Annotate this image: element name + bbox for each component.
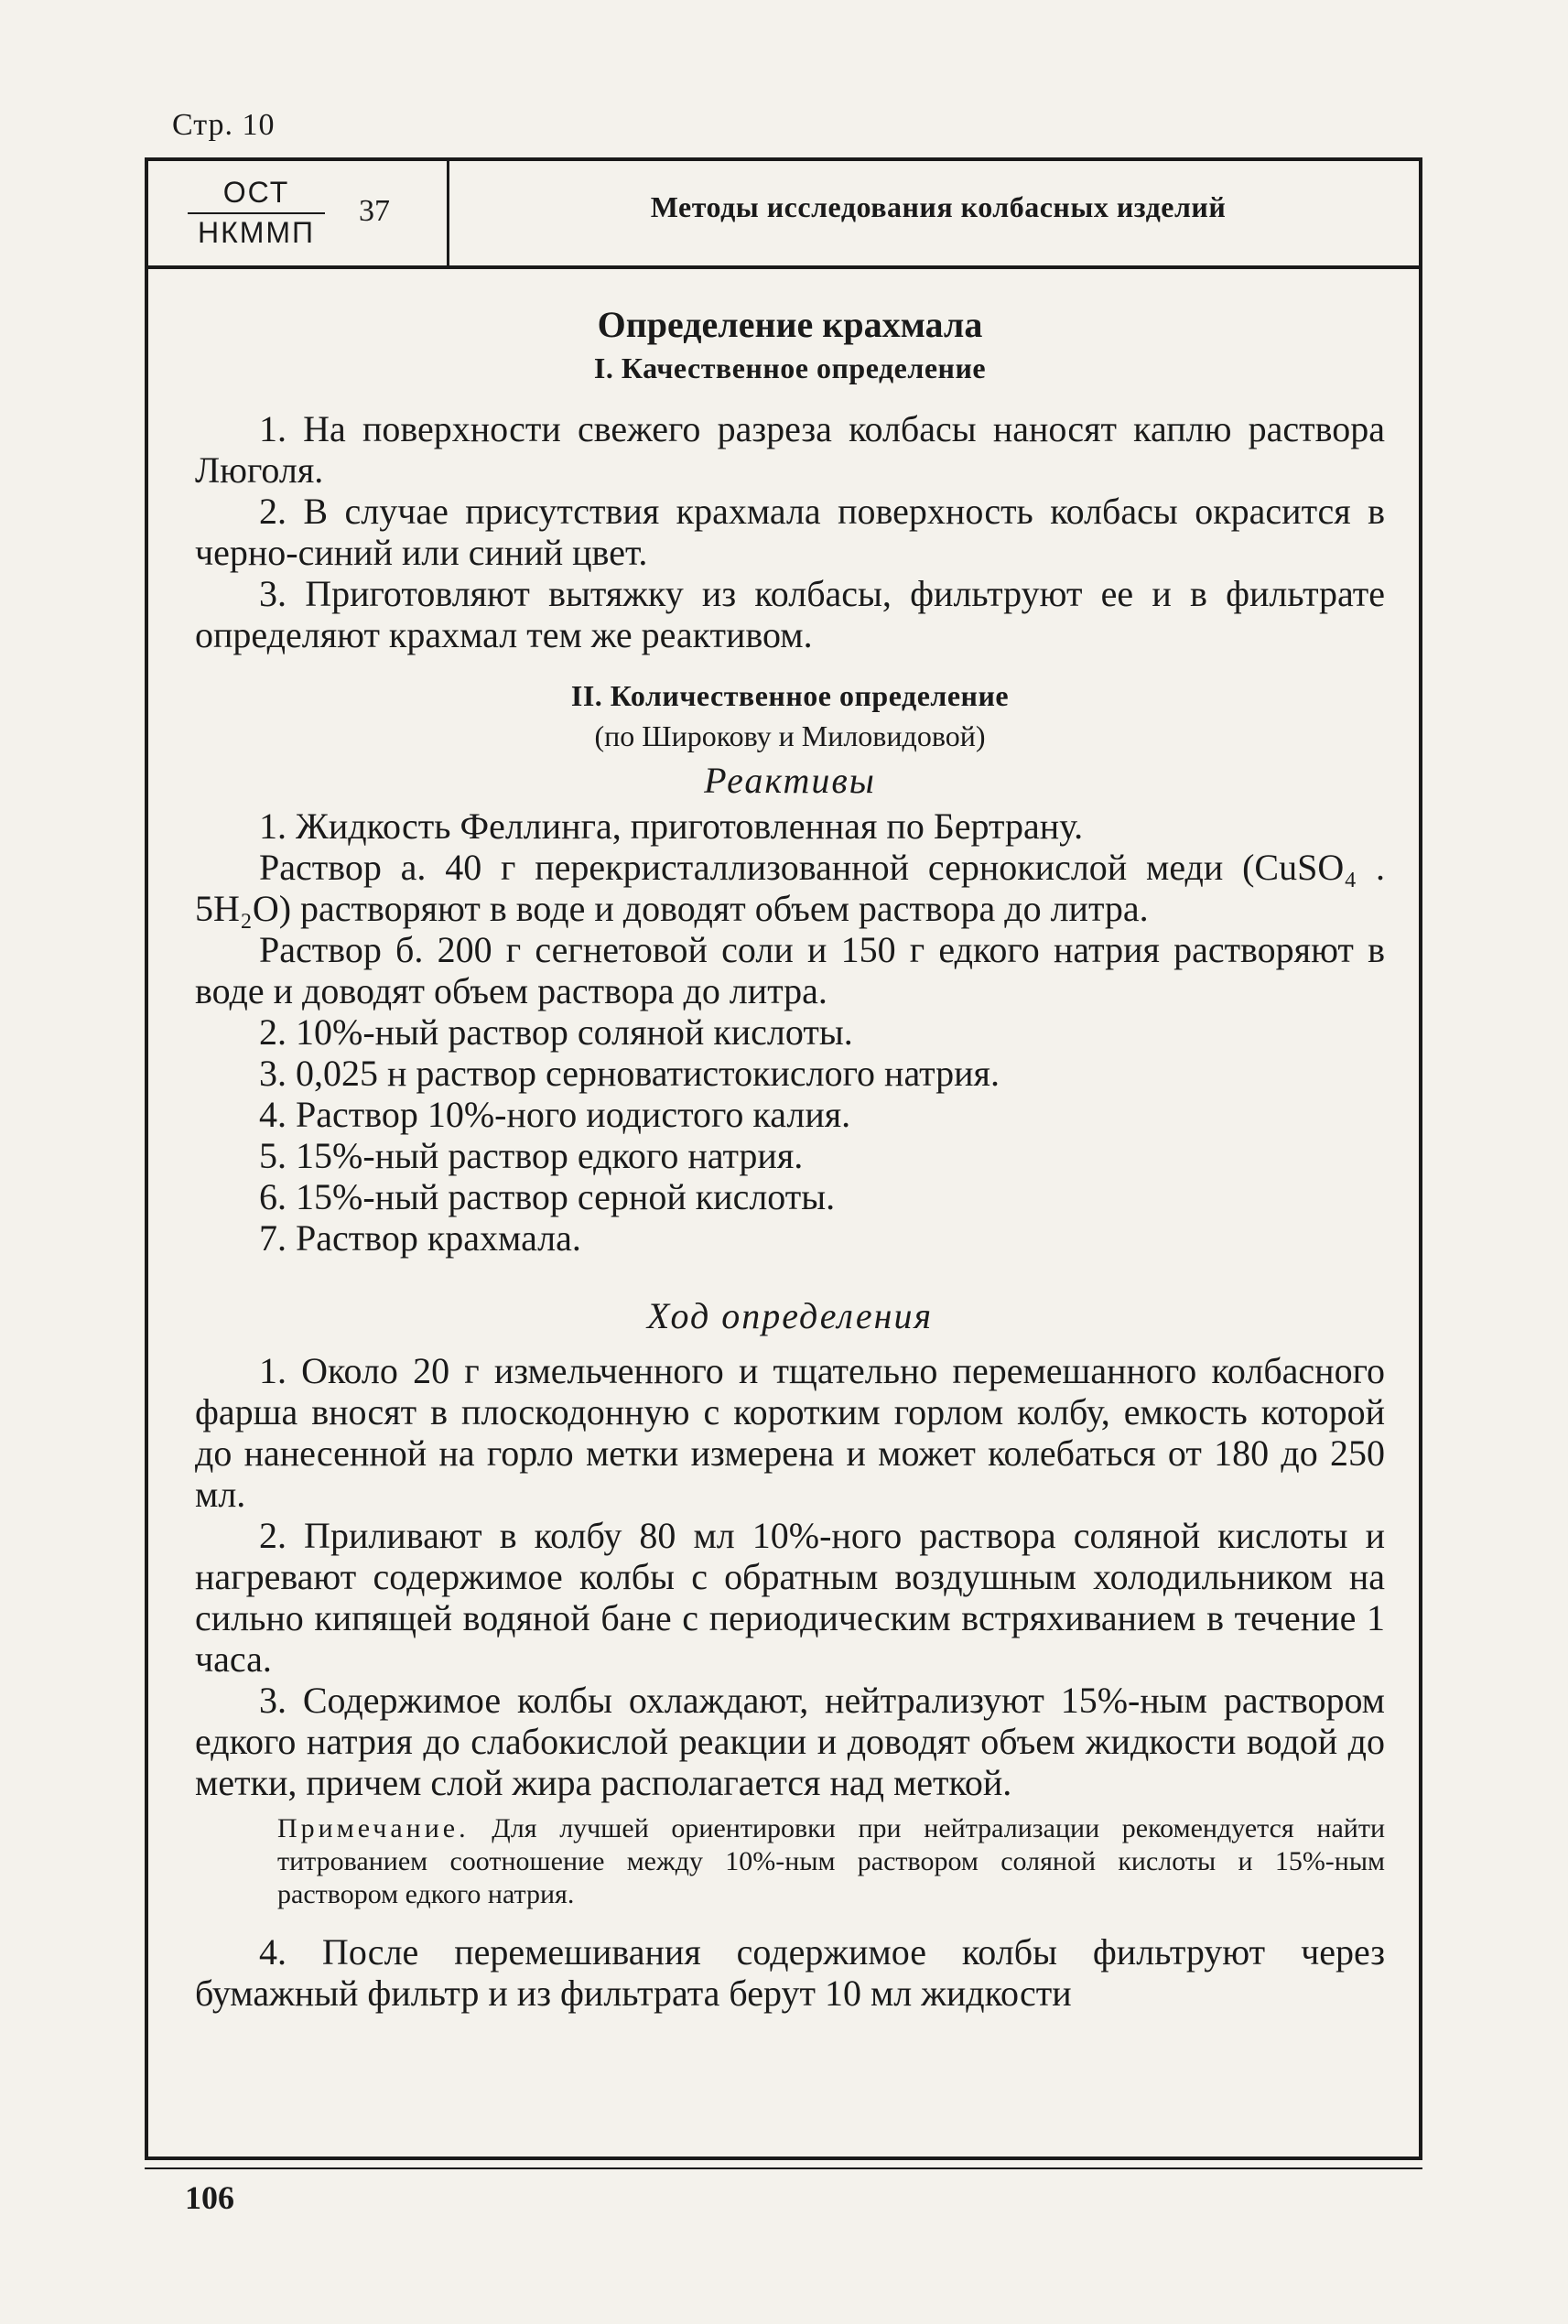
procedure-title: Ход определения (646, 1295, 934, 1336)
reagents-list (195, 805, 1385, 1259)
reagent-item: 5. 15%-ный раствор едкого натрия. (259, 1135, 804, 1176)
page-label: Стр. 10 (172, 108, 276, 142)
section-title: Определение крахмала (597, 304, 983, 345)
standard-code-bottom: НКММП (197, 216, 316, 249)
qual-item-2: 2. В случае присутствия крахмала поверхность колбасы окрасится в черно-синий или синий цвет. (195, 491, 1385, 573)
reagent-item: 6. 15%-ный раствор серной кислоты. (259, 1176, 836, 1217)
qualitative-title: I. Качественное определение (593, 351, 987, 384)
reagent-item: 4. Раствор 10%-ного иодистого калия. (259, 1094, 851, 1135)
document-body (195, 302, 1385, 2014)
frame-top-rule (145, 157, 1422, 161)
reagent-item: 7. Раствор крахмала. (259, 1217, 581, 1259)
header-rule (145, 265, 1422, 269)
header-divider (447, 159, 449, 265)
quantitative-subtitle: (по Широкову и Миловидовой) (594, 719, 986, 752)
reagents-title: Реактивы (704, 760, 876, 801)
reagent-item: 1. Жидкость Феллинга, приготовленная по Бертрану. (259, 805, 1084, 847)
quantitative-title: II. Количественное определение (570, 679, 1010, 712)
reagent-item: 3. 0,025 н раствор серноватистокислого натрия. (259, 1053, 1000, 1094)
procedure-step: 3. Содержимое колбы охлаждают, нейтрализуют 15%-ным раствором едкого натрия до слабокислой реакции и доводят объем жидкости водой до метки, причем слой жира располагается над меткой. (195, 1680, 1385, 1803)
reagent-item: 2. 10%-ный раствор соляной кислоты. (259, 1011, 853, 1053)
procedure-step: 2. Приливают в колбу 80 мл 10%-ного раствора соляной кислоты и нагревают содержимое колбы с обратным воздушным холодильником на сильно кипящей водяной бане с периодическим встряхиванием в течение 1 часа. (195, 1515, 1385, 1680)
procedure-step: 4. После перемешивания содержимое колбы фильтруют через бумажный фильтр и из фильтрата берут 10 мл жидкости (195, 1931, 1385, 2014)
reagent-item: Раствор б. 200 г сегнетовой соли и 150 г едкого натрия растворяют в воде и доводят объем раствора до литра. (195, 929, 1385, 1011)
reagent-item: Раствор а. 40 г перекристаллизованной сернокислой меди (CuSO₄ . 5H₂O) растворяют в воде и доводят объем раствора до литра. (195, 847, 1385, 929)
frame-bottom-rule (145, 2156, 1422, 2160)
note-lead: Примечание. (277, 1813, 470, 1843)
note (277, 1812, 1385, 1911)
procedure-step: 1. Около 20 г измельченного и тщательно перемешанного колбасного фарша вносят в плоскодонную с коротким горлом колбу, емкость которой до нанесенной на горло метки измерена и может колебаться от 180 до 250 мл. (195, 1350, 1385, 1515)
standard-code (188, 174, 325, 251)
standard-code-top: ОСТ (188, 174, 325, 214)
frame-bottom-rule-thin (145, 2167, 1422, 2169)
note-text: Для лучшей ориентировки при нейтрализации рекомендуется найти титрованием соотношение между 10%-ным раствором соляной кислоты и 15%-ным раствором едкого натрия. (277, 1813, 1386, 1909)
header-title: Методы исследования колбасных изделий (650, 190, 1227, 223)
standard-number: 37 (359, 194, 390, 228)
qual-item-1: 1. На поверхности свежего разреза колбасы наносят каплю раствора Люголя. (195, 408, 1385, 491)
qual-item-3: 3. Приготовляют вытяжку из колбасы, фильтруют ее и в фильтрате определяют крахмал тем же реактивом. (195, 573, 1385, 655)
page-number: 106 (185, 2179, 234, 2216)
